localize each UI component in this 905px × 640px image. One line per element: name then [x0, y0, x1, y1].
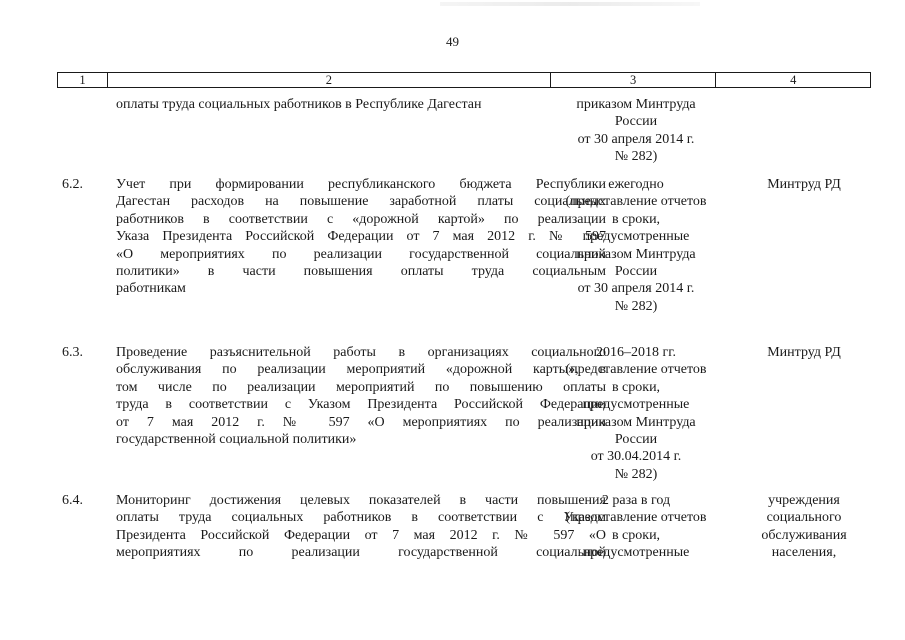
- resp-line: социального: [766, 510, 842, 526]
- term-line: России: [614, 432, 658, 448]
- desc-line: Президента Российской Федерации от 7 мая 2012 г. № 597 «О: [116, 527, 606, 543]
- term-line: № 282): [614, 298, 658, 314]
- desc-line: оплаты труда социальных работников в соответствии с Указом: [116, 510, 606, 526]
- desc-line: Учет при формировании республиканского бюджета Республики: [116, 177, 606, 192]
- term-line: 2 раза в год: [601, 493, 671, 508]
- desc-line: обслуживания по реализации мероприятий «дорожной карты», в: [116, 362, 606, 378]
- term-line: в сроки,: [611, 379, 661, 395]
- term-line: (представление отчетов: [565, 510, 707, 526]
- term-line: приказом Минтруда: [576, 414, 696, 430]
- row-description: [116, 176, 606, 298]
- term-line: от 30 апреля 2014 г.: [577, 281, 695, 297]
- desc-line: мероприятиях по реализации государственной социальной: [116, 545, 606, 561]
- term-line: предусмотренные: [582, 229, 690, 245]
- desc-line: от 7 мая 2012 г. № 597 «О мероприятиях по реализации: [116, 414, 606, 430]
- desc-line: Мониторинг достижения целевых показателей в части повышения: [116, 493, 606, 508]
- row-number: 6.4.: [62, 493, 83, 508]
- desc-line: труда в соответствии с Указом Президента Российской Федерации: [116, 397, 606, 413]
- row-number: 6.2.: [62, 177, 83, 192]
- resp-line: Минтруд РД: [767, 177, 841, 192]
- term-line: приказом Минтруда: [576, 246, 696, 262]
- term-line: России: [614, 264, 658, 280]
- page-number: 49: [446, 34, 459, 49]
- header-col-4: 4: [790, 73, 797, 87]
- term-line: № 282): [614, 466, 658, 482]
- table-header: [57, 72, 871, 88]
- resp-line: учреждения: [768, 493, 840, 508]
- term-line: в сроки,: [611, 527, 661, 543]
- desc-line: Проведение разъяснительной работы в организациях социального: [116, 345, 606, 360]
- resp-line: обслуживания: [761, 527, 847, 543]
- resp-line: населения,: [771, 545, 837, 561]
- desc-line: Указа Президента Российской Федерации от 7 мая 2012 г. № 597: [116, 229, 606, 245]
- row-description: [116, 96, 606, 113]
- term-line: в сроки,: [611, 211, 661, 227]
- row-number: 6.3.: [62, 345, 83, 360]
- desc-line: «О мероприятиях по реализации государственной социальной: [116, 246, 606, 262]
- row-description: [116, 344, 606, 448]
- desc-line: работникам: [116, 281, 186, 297]
- desc-line: том числе по реализации мероприятий по повышению оплаты: [116, 379, 606, 395]
- row-responsible: [729, 176, 879, 193]
- header-col-1: 1: [58, 73, 108, 87]
- row-responsible: [729, 344, 879, 361]
- scan-artifact: [440, 2, 700, 6]
- row-term: [554, 176, 718, 315]
- term-line: № 282): [614, 149, 658, 165]
- term-line: от 30 апреля 2014 г.: [577, 131, 695, 147]
- desc-line: государственной социальной политики»: [116, 432, 357, 448]
- desc-line: работников в соответствии с «дорожной картой» по реализации: [116, 211, 606, 227]
- desc-line: Дагестан расходов на повышение заработной платы социальных: [116, 194, 606, 210]
- row-term: [554, 344, 718, 483]
- term-line: (представление отчетов: [565, 194, 707, 210]
- row-responsible: [729, 492, 879, 562]
- term-line: приказом Минтруда: [576, 97, 696, 112]
- term-line: ежегодно: [608, 177, 664, 192]
- resp-line: Минтруд РД: [767, 345, 841, 360]
- row-description: [116, 492, 606, 562]
- term-line: предусмотренные: [582, 397, 690, 413]
- row-term: [554, 492, 718, 562]
- header-col-3: 3: [551, 73, 717, 87]
- term-line: России: [614, 114, 658, 130]
- term-line: (представление отчетов: [565, 362, 707, 378]
- term-line: 2016–2018 гг.: [596, 345, 676, 360]
- term-line: от 30.04.2014 г.: [590, 449, 682, 465]
- desc-line: оплаты труда социальных работников в Республике Дагестан: [116, 97, 482, 112]
- desc-line: политики» в части повышения оплаты труда социальным: [116, 264, 606, 280]
- term-line: предусмотренные: [582, 545, 690, 561]
- header-col-2: 2: [108, 73, 551, 87]
- row-term: [554, 96, 718, 166]
